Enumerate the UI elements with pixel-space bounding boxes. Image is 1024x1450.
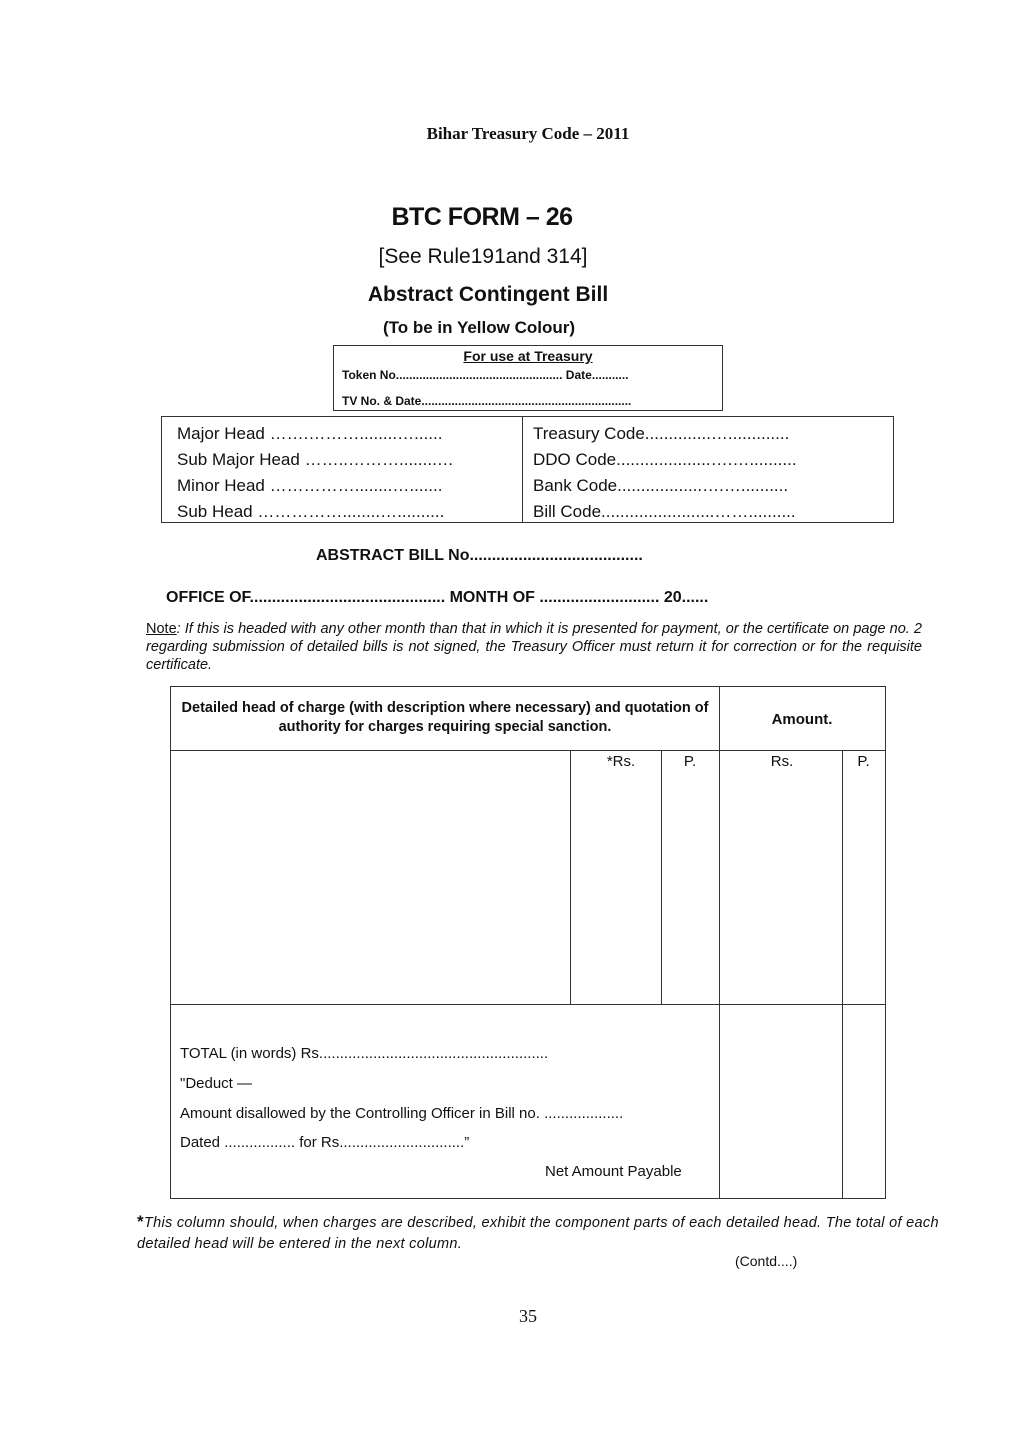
header-row-border bbox=[171, 750, 885, 751]
colour-note: (To be in Yellow Colour) bbox=[382, 318, 576, 337]
page-number: 35 bbox=[519, 1306, 537, 1326]
body-row-border bbox=[171, 1004, 885, 1005]
amount-p-column-border bbox=[842, 750, 843, 1198]
footnote bbox=[137, 1211, 955, 1255]
component-rupees-header: *Rs. bbox=[606, 753, 636, 770]
treasury-box-heading: For use at Treasury bbox=[463, 348, 593, 364]
codes-divider bbox=[522, 417, 523, 522]
amount-paise-header: P. bbox=[857, 753, 870, 770]
footnote-text: This column should, when charges are described, exhibit the component parts of each detailed head. The total of each detailed head will be entered in the next column. bbox=[137, 1215, 939, 1252]
total-in-words-field[interactable]: TOTAL (in words) Rs....................................................... bbox=[180, 1045, 549, 1062]
office-month-field[interactable]: OFFICE OF............................................ MONTH OF ........................... 20...... bbox=[166, 589, 709, 606]
note-paragraph bbox=[146, 620, 922, 674]
minor-head-field[interactable]: Minor Head ……………........…....... bbox=[177, 476, 443, 495]
note-text: : If this is headed with any other month than that in which it is presented for payment, or the certificate on page no. 2 regarding submission of detailed bills is not signed, the Treasury Officer must return it for correction or for the requisite certificate. bbox=[146, 621, 922, 673]
charges-table bbox=[170, 686, 886, 1199]
token-date-field[interactable]: Token No.................................................. Date........... bbox=[342, 368, 629, 382]
amount-rupees-header: Rs. bbox=[770, 753, 794, 770]
dated-amount-field[interactable]: Dated ................. for Rs..............................” bbox=[180, 1134, 470, 1151]
bill-title: Abstract Contingent Bill bbox=[367, 283, 609, 306]
tv-date-field[interactable]: TV No. & Date............................................................... bbox=[342, 394, 632, 408]
rule-reference: [See Rule191and 314] bbox=[378, 245, 588, 268]
amount-column-header: Amount. bbox=[771, 711, 833, 728]
running-header: Bihar Treasury Code – 2011 bbox=[426, 124, 630, 143]
amount-disallowed-field[interactable]: Amount disallowed by the Controlling Officer in Bill no. ................... bbox=[180, 1105, 624, 1122]
inner-p-column-border bbox=[661, 750, 662, 1004]
bank-code-field[interactable]: Bank Code..................….….......... bbox=[533, 476, 789, 495]
net-amount-payable-label: Net Amount Payable bbox=[545, 1163, 682, 1180]
footnote-asterisk: * bbox=[137, 1212, 144, 1231]
sub-head-field[interactable]: Sub Head ……………........….......... bbox=[177, 502, 445, 521]
bill-code-field[interactable]: Bill Code........................…….......... bbox=[533, 502, 796, 521]
deduct-label: "Deduct — bbox=[180, 1075, 253, 1092]
sub-major-head-field[interactable]: Sub Major Head ……..………........… bbox=[177, 450, 454, 469]
treasury-use-box bbox=[333, 345, 723, 411]
inner-rs-column-border bbox=[570, 750, 571, 1004]
treasury-code-field[interactable]: Treasury Code..............…............. bbox=[533, 424, 790, 443]
description-column-header: Detailed head of charge (with description where necessary) and quotation of authority for charges requiring special sanction. bbox=[181, 700, 709, 735]
note-label: Note bbox=[146, 621, 177, 637]
abstract-bill-number-field[interactable]: ABSTRACT BILL No....................................... bbox=[316, 547, 643, 564]
major-head-field[interactable]: Major Head …….………........…...... bbox=[177, 424, 443, 443]
ddo-code-field[interactable]: DDO Code....................….….......... bbox=[533, 450, 797, 469]
continued-marker: (Contd....) bbox=[735, 1253, 798, 1269]
head-codes-box bbox=[161, 416, 894, 523]
component-paise-header: P. bbox=[683, 753, 697, 770]
form-title: BTC FORM – 26 bbox=[391, 203, 573, 231]
